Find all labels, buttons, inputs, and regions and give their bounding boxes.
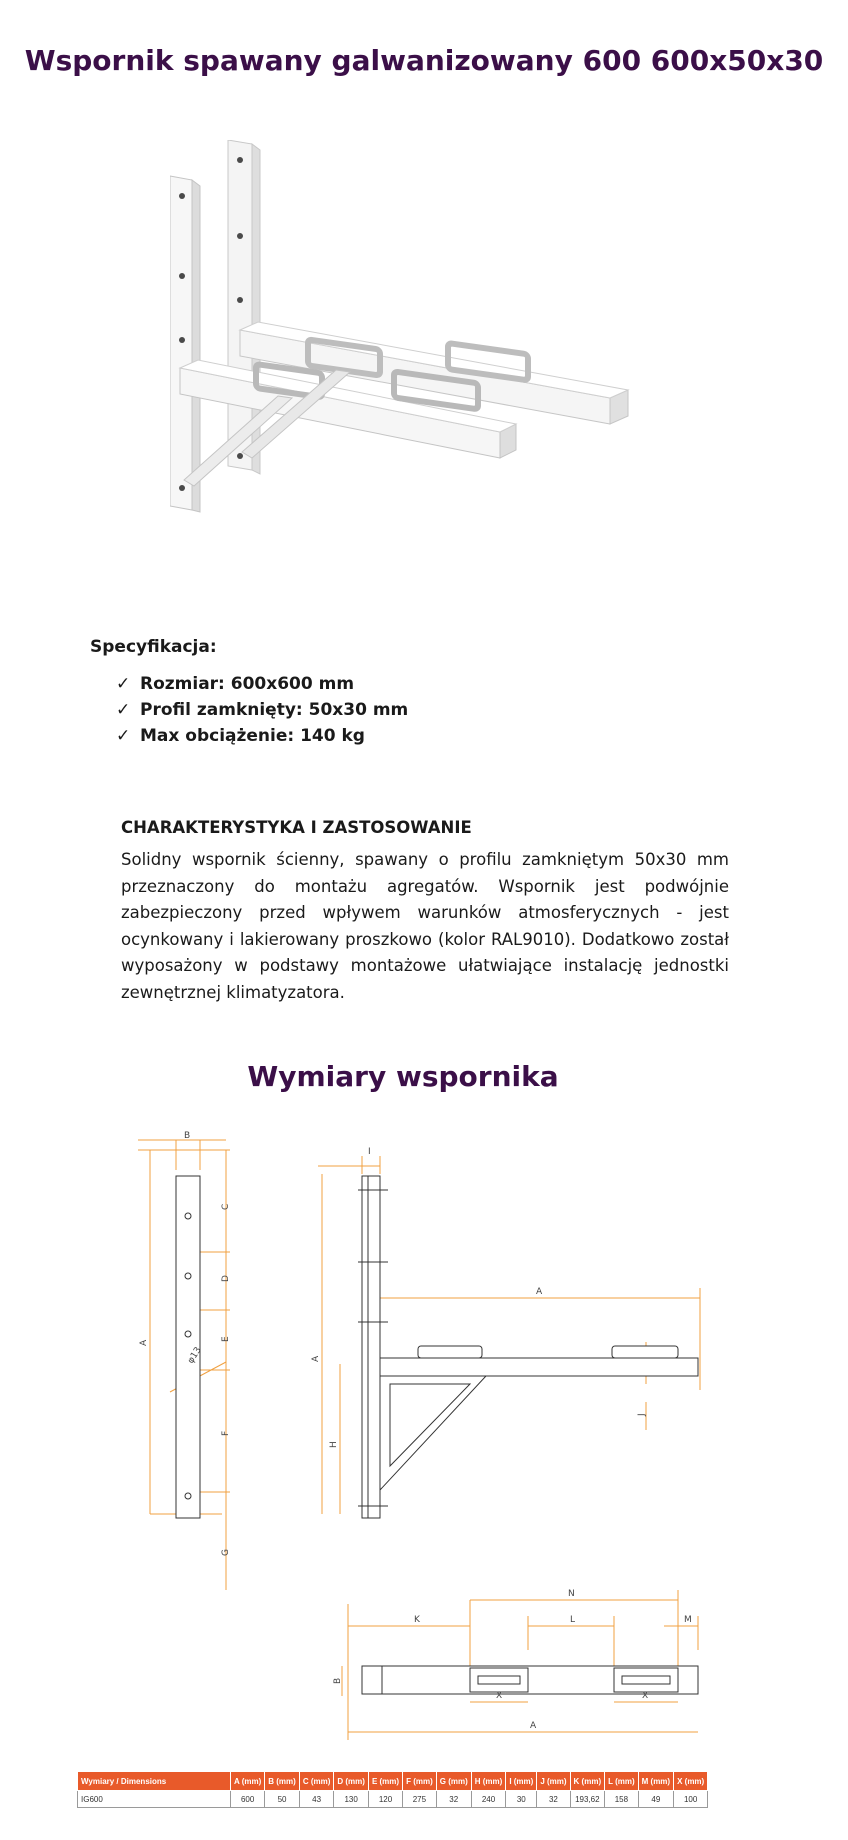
table-cell: 240	[471, 1791, 506, 1808]
label-M: M	[684, 1615, 692, 1625]
spec-item-size	[116, 671, 408, 697]
spec-item-label: Profil zamknięty: 50x30 mm	[140, 700, 409, 720]
label-D: D	[221, 1275, 231, 1282]
table-cell: 600	[231, 1791, 265, 1808]
spec-item-profile	[116, 697, 408, 723]
check-icon: ✓	[116, 700, 131, 720]
spec-item-max-load	[116, 723, 408, 749]
table-cell: 49	[638, 1791, 673, 1808]
table-cell: 30	[506, 1791, 537, 1808]
label-F: F	[221, 1430, 231, 1436]
table-header: G (mm)	[436, 1772, 471, 1791]
specification	[90, 637, 408, 749]
table-cell: 158	[605, 1791, 639, 1808]
label-hole: φ13	[186, 1345, 204, 1366]
label-K: K	[414, 1615, 420, 1625]
table-header: K (mm)	[570, 1772, 605, 1791]
product-title: Wspornik spawany galwanizowany 600 600x50x30	[24, 44, 824, 77]
dimensions-heading: Wymiary wspornika	[247, 1060, 559, 1093]
table-cell: 193,62	[570, 1791, 605, 1808]
label-I: I	[368, 1147, 371, 1157]
table-cell: 32	[537, 1791, 570, 1808]
label-G: G	[221, 1549, 231, 1556]
label-L: L	[570, 1615, 576, 1625]
table-header: X (mm)	[674, 1772, 708, 1791]
table-header: D (mm)	[334, 1772, 369, 1791]
label-A-side: A	[311, 1355, 321, 1362]
table-header: J (mm)	[537, 1772, 570, 1791]
label-A-arm: A	[536, 1287, 543, 1297]
table-header: Wymiary / Dimensions	[78, 1772, 231, 1791]
table-header: M (mm)	[638, 1772, 673, 1791]
table-header-row	[78, 1772, 708, 1791]
table-header: E (mm)	[368, 1772, 402, 1791]
check-icon: ✓	[116, 674, 131, 694]
spec-item-label: Rozmiar: 600x600 mm	[140, 674, 355, 694]
table-header: H (mm)	[471, 1772, 506, 1791]
characteristics-heading: CHARAKTERYSTYKA I ZASTOSOWANIE	[121, 818, 472, 837]
label-B-left: B	[184, 1131, 191, 1141]
table-cell: 43	[299, 1791, 334, 1808]
table-cell: 50	[265, 1791, 300, 1808]
specification-list	[90, 671, 408, 749]
label-H: H	[329, 1441, 339, 1448]
label-A-bottom: A	[530, 1721, 537, 1731]
characteristics	[121, 818, 729, 1006]
label-J: J	[637, 1413, 647, 1416]
label-A-left: A	[139, 1339, 149, 1346]
dimension-drawing	[0, 1130, 848, 1770]
table-row	[78, 1791, 708, 1808]
label-C: C	[221, 1203, 231, 1210]
table-header: F (mm)	[403, 1772, 437, 1791]
table-cell: 120	[368, 1791, 402, 1808]
table-cell: 100	[674, 1791, 708, 1808]
label-B-bottom: B	[333, 1677, 343, 1684]
label-X-2: X	[642, 1691, 649, 1701]
check-icon: ✓	[116, 726, 131, 746]
table-header: I (mm)	[506, 1772, 537, 1791]
spec-item-label: Max obciążenie: 140 kg	[140, 726, 365, 746]
label-E: E	[221, 1336, 231, 1342]
table-header: C (mm)	[299, 1772, 334, 1791]
product-photo	[170, 140, 700, 600]
label-X-1: X	[496, 1691, 503, 1701]
table-header: L (mm)	[605, 1772, 639, 1791]
dimensions-table	[77, 1771, 708, 1808]
table-cell: 275	[403, 1791, 437, 1808]
table-header: A (mm)	[231, 1772, 265, 1791]
table-cell: 130	[334, 1791, 369, 1808]
table-header: B (mm)	[265, 1772, 300, 1791]
table-cell: 32	[436, 1791, 471, 1808]
label-N: N	[568, 1589, 575, 1599]
table-cell: IG600	[78, 1791, 231, 1808]
characteristics-body: Solidny wspornik ścienny, spawany o profilu zamkniętym 50x30 mm przeznaczony do montażu agregatów. Wspornik jest podwójnie zabezpieczony przed wpływem warunków atmosferycznych - jest ocynkowany i lakierowany proszkowo (kolor RAL9010). Dodatkowo został wyposażony w podstawy montażowe ułatwiające instalację jednostki zewnętrznej klimatyzatora.	[121, 850, 729, 1002]
specification-heading: Specyfikacja:	[90, 637, 217, 657]
